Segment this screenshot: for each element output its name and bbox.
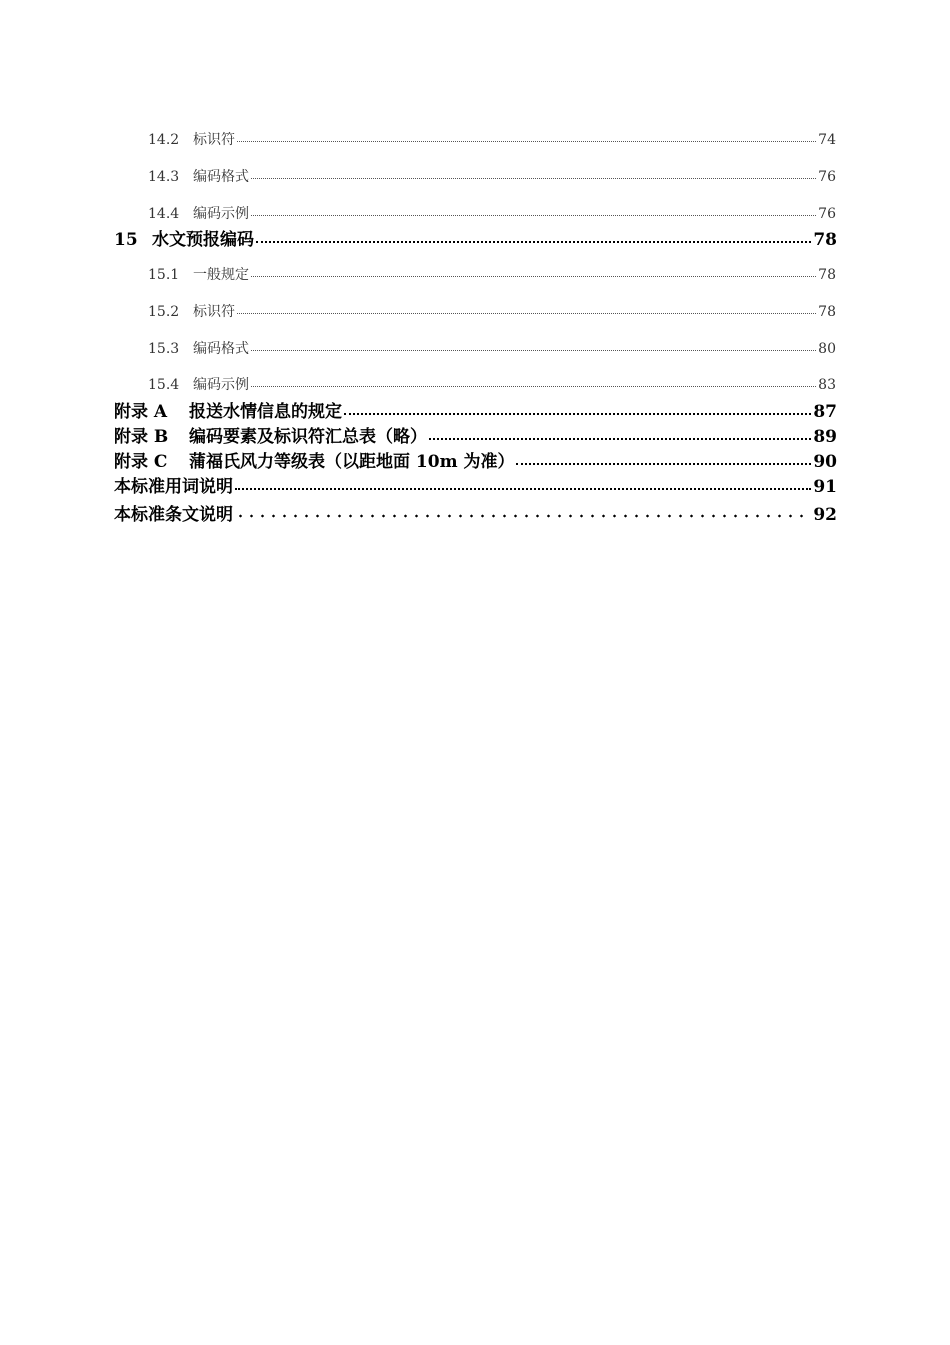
toc-page-number: 78 [813, 230, 837, 250]
dot-leader [251, 167, 816, 181]
toc-page-number: 78 [818, 304, 836, 320]
dot-leader [251, 204, 816, 218]
toc-entry-15-2[interactable] [148, 301, 836, 321]
toc-title: 标识符 [193, 304, 235, 320]
toc-page-number: 83 [818, 377, 836, 393]
toc-number: 14.3 [148, 169, 180, 185]
toc-entry-appendix-c[interactable] [114, 447, 837, 472]
dot-leader [256, 228, 811, 245]
toc-page-number: 90 [813, 452, 837, 472]
toc-title: 本标准用词说明 [114, 477, 233, 497]
toc-page-number: 89 [813, 427, 837, 447]
toc-number: 14.4 [148, 206, 180, 222]
dot-leader [235, 503, 811, 520]
toc-number: 附录 B [114, 427, 169, 447]
toc-entry-clause-explanation[interactable] [114, 500, 837, 525]
toc-title: 蒲福氏风力等级表（以距地面 10m 为准） [189, 452, 515, 472]
toc-entry-15-1[interactable] [148, 264, 836, 284]
toc-entry-15-4[interactable] [148, 374, 836, 394]
dot-leader [429, 425, 811, 442]
toc-page-number: 92 [813, 505, 837, 525]
toc-number: 附录 A [114, 402, 168, 422]
toc-page-number: 87 [813, 402, 837, 422]
toc-entry-15[interactable] [114, 225, 837, 250]
toc-title: 编码格式 [193, 169, 249, 185]
toc-page-number: 74 [818, 132, 836, 148]
dot-leader [237, 130, 816, 144]
toc-title: 编码要素及标识符汇总表（略） [189, 427, 427, 447]
toc-number: 15.3 [148, 341, 180, 357]
toc-entry-14-4[interactable] [148, 203, 836, 223]
toc-page-number: 76 [818, 169, 836, 185]
toc-page-number: 80 [818, 341, 836, 357]
dot-leader [251, 339, 816, 353]
toc-title: 编码格式 [193, 341, 249, 357]
toc-title: 水文预报编码 [152, 230, 254, 250]
dot-leader [251, 375, 816, 389]
dot-leader [251, 265, 816, 279]
dot-leader [516, 450, 811, 467]
toc-title: 标识符 [193, 132, 235, 148]
toc-entry-14-3[interactable] [148, 166, 836, 186]
dot-leader [344, 400, 811, 417]
dot-leader [237, 302, 816, 316]
toc-page-number: 78 [818, 267, 836, 283]
toc-entry-14-2[interactable] [148, 129, 836, 149]
toc-title: 本标准条文说明 [114, 505, 233, 525]
toc-page-number: 91 [813, 477, 837, 497]
toc-number: 15.2 [148, 304, 180, 320]
toc-number: 14.2 [148, 132, 180, 148]
toc-page-number: 76 [818, 206, 836, 222]
toc-entry-terms-explanation[interactable] [114, 472, 837, 497]
toc-number: 15.1 [148, 267, 180, 283]
toc-entry-15-3[interactable] [148, 338, 836, 358]
toc-title: 编码示例 [193, 206, 249, 222]
toc-entry-appendix-a[interactable] [114, 397, 837, 422]
dot-leader [235, 475, 811, 492]
toc-entry-appendix-b[interactable] [114, 422, 837, 447]
toc-title: 报送水情信息的规定 [189, 402, 342, 422]
toc-title: 一般规定 [193, 267, 249, 283]
toc-number: 附录 C [114, 452, 168, 472]
toc-number: 15 [114, 230, 138, 250]
toc-number: 15.4 [148, 377, 180, 393]
toc-title: 编码示例 [193, 377, 249, 393]
